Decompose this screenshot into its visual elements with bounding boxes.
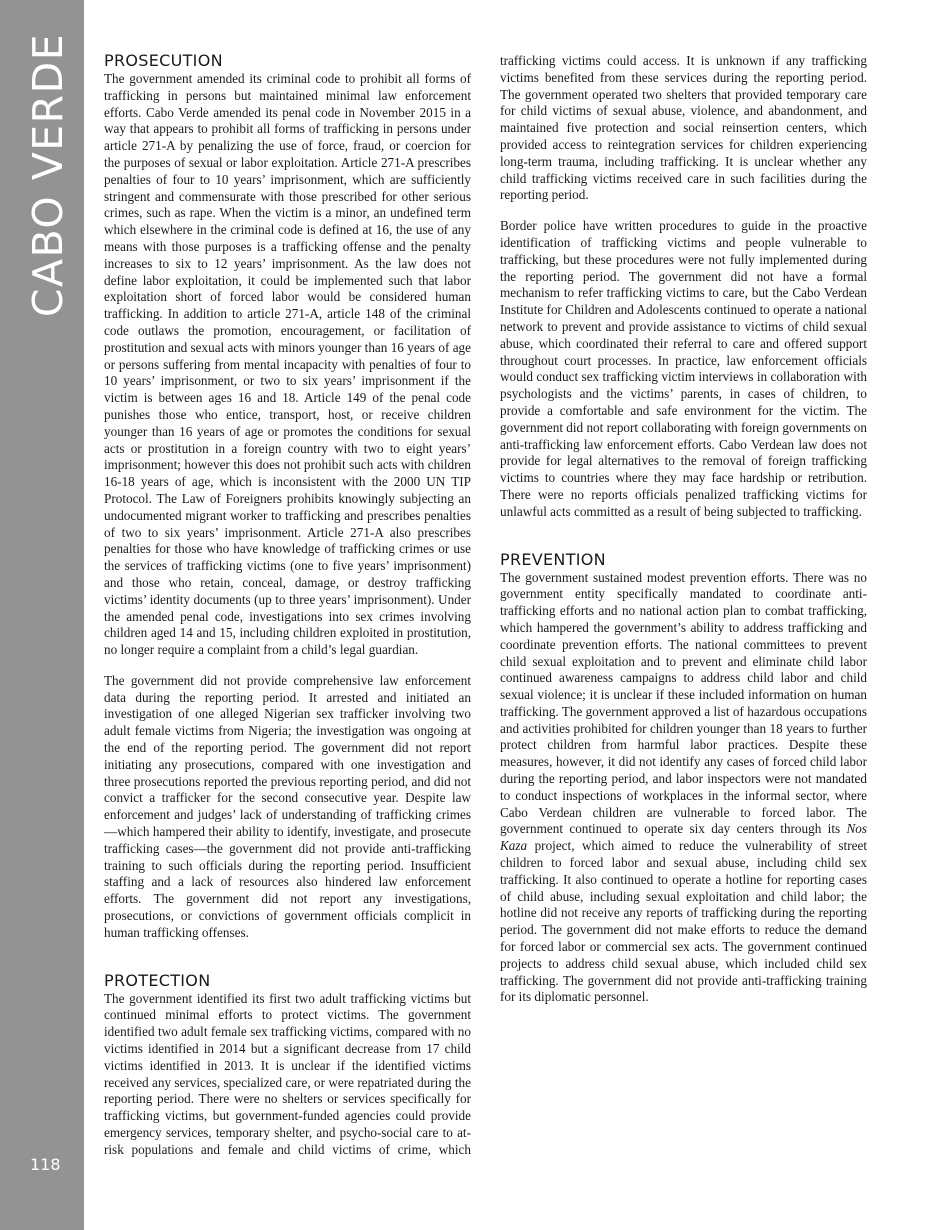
country-title: CABO VERDE <box>24 32 72 318</box>
left-column <box>104 52 471 1159</box>
prosecution-paragraph-1: The government amended its criminal code to prohibit all forms of trafficking in persons but maintained minimal law enforcement efforts. Cabo Verde amended its penal code in November 2015 in a way that appears to prohibit all forms of trafficking in persons under article 271-A by penalizing the use of force, fraud, or coercion for the purposes of sexual or labor exploitation. Article 271-A prescribes penalties of four to 10 years’ imprisonment, which are sufficiently stringent and commensurate with those prescribed for other serious crimes, such as rape. When the victim is a minor, an undefined term which elsewhere in the criminal code is defined at 16, the use of any means with those purposes is a trafficking offense and the penalty increases to six to 12 years’ imprisonment. As the law does not define labor exploitation, it could be implemented such that labor exploitation short of forced labor would be considered human trafficking. In addition to article 271-A, article 148 of the criminal code outlaws the promotion, encouragement, or facilitation of prostitution and sexual acts with minors younger than 16 years of age or persons suffering from mental incapacity with penalties of four to 10 years’ imprisonment, or two to six years’ imprisonment if the victim is between ages 16 and 18. Article 149 of the penal code punishes those who entice, transport, host, or receive children younger than 16 years of age or promotes the conditions for sexual acts or prostitution in a foreign country with two to eight years’ imprisonment; however this does not prohibit such acts with children 16-18 years of age, which is inconsistent with the 2000 UN TIP Protocol. The Law of Foreigners prohibits knowingly subjecting an undocumented migrant worker to trafficking and prescribes penalties of two to six years’ imprisonment. Article 271-A also prescribes penalties for those who have knowledge of trafficking crimes or use the services of trafficking victims (one to five years’ imprisonment) and those who retain, conceal, damage, or destroy trafficking victims’ identity documents (up to three years’ imprisonment). Under the amended penal code, investigations into sex crimes involving children aged 14 and 15, including children exploited in prostitution, no longer require a complaint from a child’s legal guardian. <box>104 71 471 658</box>
prosecution-heading: PROSECUTION <box>104 51 223 70</box>
prevention-paragraph <box>500 570 867 1007</box>
protection-heading: PROTECTION <box>104 970 211 990</box>
project-name: Nos Kaza <box>500 821 868 854</box>
prevention-heading: PREVENTION <box>500 549 606 569</box>
protection-paragraph-2: Border police have written procedures to guide in the proactive identification of trafficking victims and people vulnerable to trafficking, but these procedures were not fully implemented during the reporting period. The government did not have a formal mechanism to refer trafficking victims to care, but the Cabo Verdean Institute for Children and Adolescents continued to operate a national network to prevent and provide assistance to victims of child sexual abuse, which coordinated their referral to care and offered support throughout court processes. In practice, law enforcement officials would conduct sex trafficking victim interviews in collaboration with psychologists and the victims’ parents, in cases of children, to provide a comfortable and safe environment for the victim. The government did not report collaborating with foreign governments on anti-trafficking law enforcement efforts. Cabo Verdean law does not provide for legal alternatives to the removal of foreign trafficking victims to countries where they may face hardship or retribution. There were no reports officials penalized trafficking victims for unlawful acts committed as a result of being subjected to trafficking. <box>500 218 867 519</box>
prosecution-paragraph-2: The government did not provide comprehensive law enforcement data during the reporting period. It arrested and initiated an investigation of one alleged Nigerian sex trafficker involving two adult female victims from Nigeria; the investigation was ongoing at the end of the reporting period. The government did not report initiating any prosecutions, compared with one investigation and three prosecutions reported the previous reporting period, and did not convict a trafficker for the second consecutive year. Despite law enforcement and judges’ lack of understanding of trafficking crimes—which hampered their ability to identify, investigate, and prosecute trafficking cases—the government did not provide anti-trafficking training to such officials during the reporting period. Insufficient staffing and a lack of resources also hindered law enforcement efforts. The government did not report any investigations, prosecutions, or convictions of government officials complicit in human trafficking offenses. <box>104 672 471 940</box>
page-number: 118 <box>30 1155 61 1174</box>
protection-paragraph-1-continued: trafficking victims could access. It is unknown if any trafficking victims benefited from these services during the reporting period. The government operated two shelters that provided temporary care for child victims of sexual abuse, violence, and abandonment, and maintained five protection and social reinsertion centers, which provided access to reintegration services for children experiencing long-term trauma, including trafficking. It is unclear whether any child trafficking victims received care in such facilities during the reporting period. <box>500 53 867 203</box>
prevention-text-after-project: project, which aimed to reduce the vulnerability of street children to forced labor and sexual abuse, including child sex trafficking. It also continued to operate a hotline for reporting cases of child abuse, including sexual exploitation and child labor; the hotline did not receive any reports of trafficking during the reporting period. The government did not make efforts to reduce the demand for forced labor or commercial sex acts. The government continued projects to address child sexual abuse, which included child sex trafficking. The government did not provide anti-trafficking training for its diplomatic personnel. <box>500 838 867 1005</box>
prevention-text-before-project: The government sustained modest prevention efforts. There was no government entity specifically mandated to coordinate anti-trafficking efforts and no national action plan to combat trafficking, which hampered the government’s ability to address trafficking and coordinate prevention efforts. The national committees to prevent child sexual exploitation and to prevent and eliminate child labor continued awareness campaigns to address child labor and child sexual violence; it is unclear if these included information on human trafficking. The government approved a list of hazardous occupations and activities prohibited for children younger than 18 years to further protect children from harmful labor practices. Despite these measures, however, it did not identify any cases of forced child labor during the reporting period, and labor inspectors were not mandated to conduct inspections of workplaces in the informal sector, where Cabo Verdean children are vulnerable to forced labor. The government continued to operate six day centers through its <box>500 569 867 837</box>
right-column <box>500 53 867 1006</box>
protection-paragraph-1: The government identified its first two adult trafficking victims but continued minimal efforts to protect victims. The government identified two adult female sex trafficking victims, compared with no victims identified in 2014 but a significant decrease from 17 child victims identified in 2013. It is unclear if the identified victims received any services, specialized care, or were repatriated during the reporting period. There were no shelters or services specifically for trafficking victims, but government-funded agencies could provide emergency services, temporary shelter, and psycho-social care to at-risk populations and female and child victims of crime, which <box>104 990 471 1157</box>
sidebar-band <box>0 0 84 1230</box>
